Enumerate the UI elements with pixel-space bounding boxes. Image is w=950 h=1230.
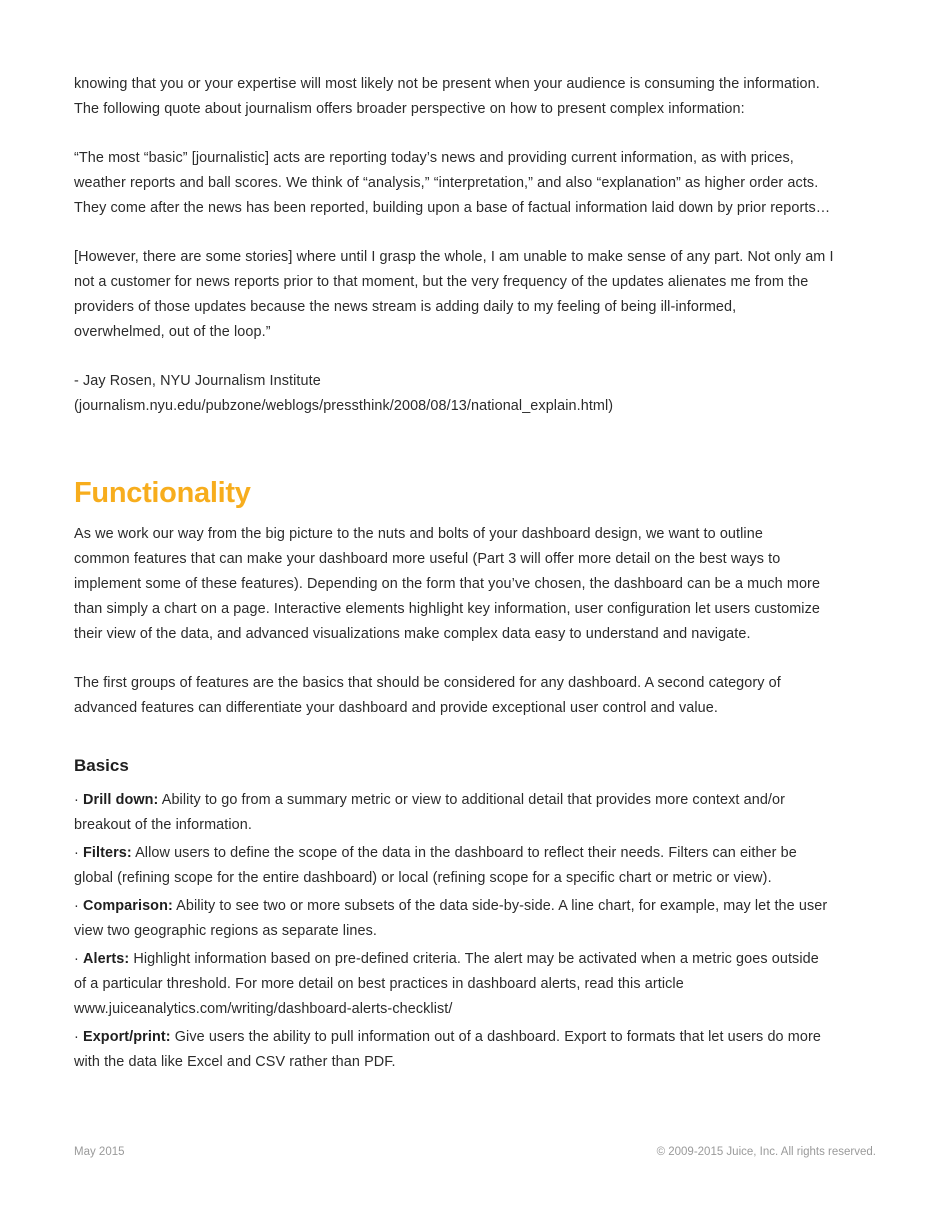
body-line: implement some of these features). Depending on the form that you’ve chosen, the dashboard can be a much more <box>74 576 821 592</box>
bullet-term: Comparison: <box>83 898 173 914</box>
bullet-text: breakout of the information. <box>74 817 252 833</box>
subsection-title-basics: Basics <box>74 756 129 775</box>
functionality-paragraph-1 <box>74 522 876 647</box>
bullet-text: view two geographic regions as separate lines. <box>74 923 377 939</box>
intro-line: knowing that you or your expertise will most likely not be present when your audience is consuming the information. <box>74 76 820 92</box>
bullet-term: Alerts: <box>83 951 130 967</box>
bullet-term: Filters: <box>83 845 132 861</box>
bullet-text: Give users the ability to pull information out of a dashboard. Export to formats that let users do more <box>170 1029 821 1045</box>
intro-paragraph <box>74 72 876 122</box>
page-footer <box>74 1146 876 1158</box>
body-line: common features that can make your dashboard more useful (Part 3 will offer more detail on the best ways to <box>74 551 781 567</box>
quote-line: not a customer for news reports prior to that moment, but the very frequency of the updates alienates me from the <box>74 274 809 290</box>
quote-line: weather reports and ball scores. We think of “analysis,” “interpretation,” and also “explanation” as higher order acts. <box>74 175 819 191</box>
bullet-text: global (refining scope for the entire dashboard) or local (refining scope for a specific chart or metric or view). <box>74 870 772 886</box>
document-page <box>74 72 876 1078</box>
bullet-text: Ability to go from a summary metric or view to additional detail that provides more context and/or <box>158 792 786 808</box>
bullet-term: Export/print: <box>83 1029 171 1045</box>
bullet-term: Drill down: <box>83 792 159 808</box>
bullet-filters: · Filters: Allow users to define the scope of the data in the dashboard to reflect their needs. Filters can either be global (refining scope for the entire dashboard) or local (refining scope for a specific chart or metric or view). <box>74 845 797 886</box>
quote-line: [However, there are some stories] where until I grasp the whole, I am unable to make sense of any part. Not only am I <box>74 249 834 265</box>
quote-line: “The most “basic” [journalistic] acts are reporting today’s news and providing current information, as with prices, <box>74 150 794 166</box>
quote-line: providers of those updates because the news stream is adding daily to my feeling of being ill-informed, <box>74 299 737 315</box>
bullet-export-print: · Export/print: Give users the ability to pull information out of a dashboard. Export to formats that let users do more with the data like Excel and CSV rather than PDF. <box>74 1029 821 1070</box>
basics-bullet-list <box>74 788 876 1075</box>
bullet-text: Highlight information based on pre-defined criteria. The alert may be activated when a metric goes outside <box>129 951 819 967</box>
body-line: The first groups of features are the basics that should be considered for any dashboard. A second category of <box>74 675 781 691</box>
body-line: their view of the data, and advanced visualizations make complex data easy to understand and navigate. <box>74 626 751 642</box>
footer-copyright: © 2009-2015 Juice, Inc. All rights reserved. <box>656 1146 876 1158</box>
attribution-author: - Jay Rosen, NYU Journalism Institute <box>74 373 321 389</box>
body-line: than simply a chart on a page. Interactive elements highlight key information, user configuration let users customize <box>74 601 821 617</box>
bullet-text: of a particular threshold. For more detail on best practices in dashboard alerts, read this article <box>74 976 684 992</box>
body-line: As we work our way from the big picture to the nuts and bolts of your dashboard design, we want to outline <box>74 526 763 542</box>
article-link[interactable]: www.juiceanalytics.com/writing/dashboard-alerts-checklist/ <box>74 1001 453 1017</box>
attribution-source: (journalism.nyu.edu/pubzone/weblogs/pressthink/2008/08/13/national_explain.html) <box>74 398 614 414</box>
bullet-drill-down: · Drill down: Ability to go from a summary metric or view to additional detail that provides more context and/or breakout of the information. <box>74 792 786 833</box>
quote-paragraph-1 <box>74 146 876 221</box>
body-line: advanced features can differentiate your dashboard and provide exceptional user control and value. <box>74 700 718 716</box>
intro-line: The following quote about journalism offers broader perspective on how to present complex information: <box>74 101 745 117</box>
bullet-text: Ability to see two or more subsets of the data side-by-side. A line chart, for example, may let the user <box>172 898 828 914</box>
section-title-functionality: Functionality <box>74 477 251 509</box>
quote-line: They come after the news has been reported, building upon a base of factual information laid down by prior reports… <box>74 200 831 216</box>
functionality-paragraph-2 <box>74 671 876 721</box>
footer-date: May 2015 <box>74 1146 125 1158</box>
bullet-text: with the data like Excel and CSV rather than PDF. <box>74 1054 396 1070</box>
bullet-alerts: · Alerts: Highlight information based on pre-defined criteria. The alert may be activated when a metric goes outside of a particular threshold. For more detail on best practices in dashboard alerts, read this article www.juiceanalytics.com/writing/dashboard-alerts-checklist/ <box>74 951 819 1017</box>
bullet-comparison: · Comparison: Ability to see two or more subsets of the data side-by-side. A line chart, for example, may let the user view two geographic regions as separate lines. <box>74 898 828 939</box>
quote-attribution <box>74 369 876 419</box>
quote-paragraph-2 <box>74 245 876 345</box>
bullet-text: Allow users to define the scope of the data in the dashboard to reflect their needs. Filters can either be <box>131 845 797 861</box>
quote-line: overwhelmed, out of the loop.” <box>74 324 271 340</box>
